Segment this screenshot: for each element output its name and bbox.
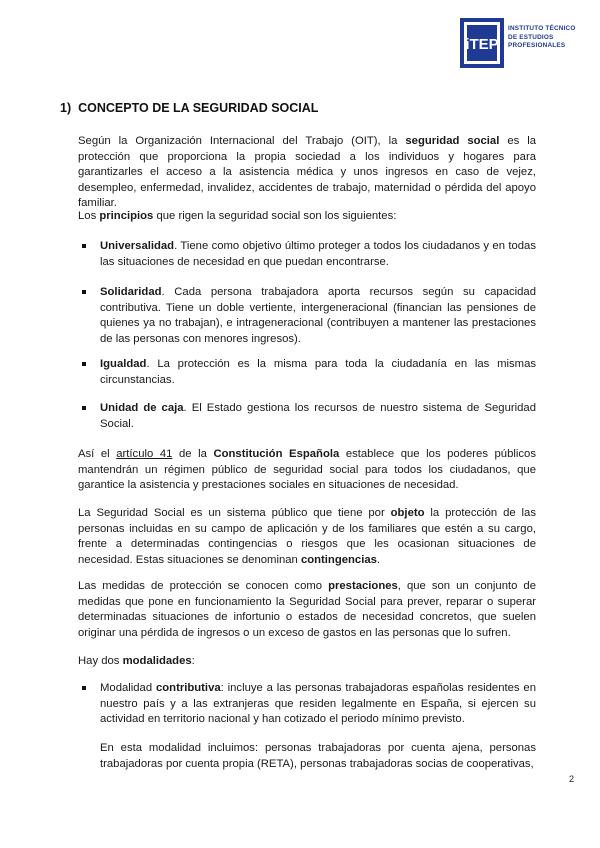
section-number: 1)	[60, 101, 72, 115]
section-title: CONCEPTO DE LA SEGURIDAD SOCIAL	[78, 101, 319, 115]
bullet-icon	[82, 686, 86, 690]
list-item-igualdad: Igualdad. La protección es la misma para toda la ciudadanía en las mismas circunstancias.	[100, 357, 536, 388]
section-heading	[60, 101, 318, 115]
paragraph-object: La Seguridad Social es un sistema público que tiene por objeto la protección de las personas incluidas en su campo de aplicación y de los familiares que estén a su cargo, frente a determinadas contingencias o riesgos que les ocasionan situaciones de necesidad. Estas situaciones se denominan contingencias.	[78, 507, 536, 566]
principles-list-3	[100, 357, 536, 388]
logo-mark-text: iTEP	[465, 36, 499, 53]
principles-list-2	[100, 285, 536, 347]
list-item-unidad-de-caja: Unidad de caja. El Estado gestiona los recursos de nuestro sistema de Seguridad Social.	[100, 401, 536, 432]
bullet-icon	[82, 406, 86, 410]
bullet-icon	[82, 290, 86, 294]
principles-list	[100, 239, 536, 270]
paragraph-benefits: Las medidas de protección se conocen como prestaciones, que son un conjunto de medidas que pone en funcionamiento la Seguridad Social para prever, reparar o superar determinadas situaciones de infortunio o estados de necesidad concretos, que suelen originar una pérdida de ingresos o un exceso de gastos en las personas que lo sufren.	[78, 580, 536, 639]
article-41-link[interactable]: artículo 41	[116, 448, 173, 460]
bullet-icon	[82, 362, 86, 366]
paragraph-principles-intro: Los principios que rigen la seguridad social son los siguientes:	[78, 210, 397, 222]
list-item-universalidad: Universalidad. Tiene como objetivo último proteger a todos los ciudadanos y en todas las situaciones de necesidad en que puedan encontrarse.	[100, 239, 536, 270]
logo-line-2: DE ESTUDIOS	[508, 33, 554, 41]
modalities-list	[100, 681, 536, 728]
principles-list-4	[100, 401, 536, 432]
paragraph-constitution: Así el artículo 41 de la Constitución Española establece que los poderes públicos mantendrán un régimen público de seguridad social para todos los ciudadanos, que garantice la asistencia y prestaciones sociales en situaciones de necesidad.	[78, 448, 536, 491]
logo-line-3: PROFESIONALES	[508, 42, 566, 50]
list-item-solidaridad: Solidaridad. Cada persona trabajadora aporta recursos según su capacidad contributiva. Tiene un doble vertiente, intergeneracional (financian las pensiones de quienes ya no trabajan), e intrageneracional (contribuyen a mantener las prestaciones de las personas con menores ingresos).	[100, 285, 536, 347]
contributiva-detail-text: En esta modalidad incluimos: personas trabajadoras por cuenta ajena, personas trabajadoras por cuenta propia (RETA), personas trabajadoras socias de cooperativas,	[100, 742, 536, 770]
itep-logo-mark	[460, 18, 504, 68]
paragraph-definition: Según la Organización Internacional del Trabajo (OIT), la seguridad social es la protección que proporciona la propia sociedad a los individuos y hogares para garantizarles el acceso a la asistencia médica y unos ingresos en caso de vejez, desempleo, enfermedad, invalidez, accidentes de trabajo, maternidad o pérdida del apoyo familiar.	[78, 135, 536, 209]
page-number: 2	[568, 774, 574, 784]
contributiva-detail	[100, 741, 536, 772]
paragraph-modalities-intro: Hay dos modalidades:	[78, 655, 195, 667]
logo-text	[508, 25, 580, 51]
logo-line-1: INSTITUTO TÉCNICO	[508, 25, 576, 32]
bullet-icon	[82, 244, 86, 248]
list-item-contributiva: Modalidad contributiva: incluye a las personas trabajadoras españolas residentes en nuestro país y a las extranjeras que residen legalmente en España, si ejercen su actividad en territorio nacional y han cotizado el periodo mínimo previsto.	[100, 681, 536, 728]
institute-logo	[460, 18, 580, 68]
